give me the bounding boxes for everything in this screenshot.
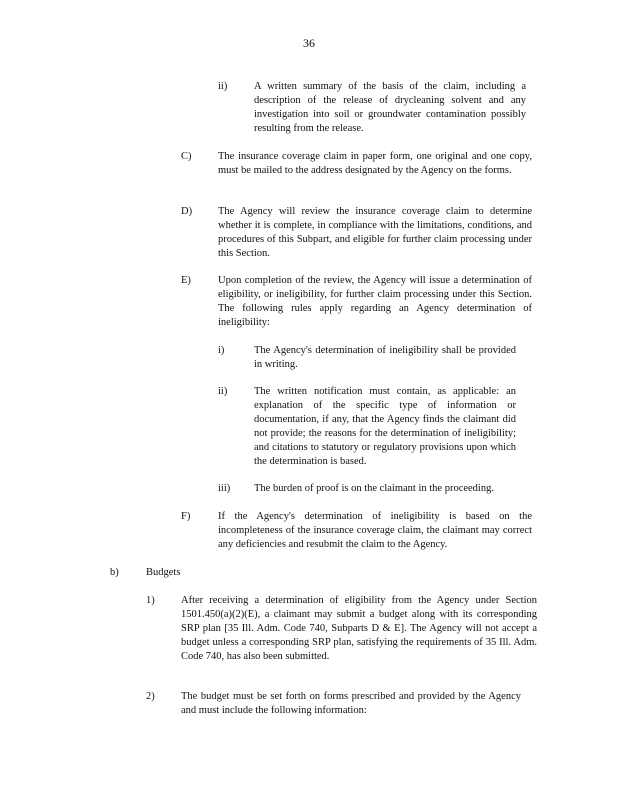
item-label-f: F) — [181, 511, 191, 522]
budget-item-text-2: The budget must be set forth on forms prescribed and provided by the Agency and must include the following information: — [181, 691, 521, 716]
item-label-c: C) — [181, 151, 192, 162]
page-number: 36 — [303, 36, 315, 50]
subitem-label-iii: iii) — [218, 483, 231, 494]
item-text-d: The Agency will review the insurance coverage claim to determine whether it is complete, in compliance with the limitations, conditions, and procedures of this Subpart, and eligible for further claim processing under this Section. — [218, 206, 532, 259]
subitem-label-i: i) — [218, 345, 225, 356]
budget-item-text-1: After receiving a determination of eligibility from the Agency under Section 1501.450(a)(2)(E), a claimant may submit a budget along with its corresponding SRP plan [35 Ill. Adm. Code 740, Subparts D & E]. The Agency will not accept a budget unless a corresponding SRP plan, satisfying the requirements of 35 Ill. Adm. Code 740, has also been submitted. — [181, 595, 537, 662]
item-text-e: Upon completion of the review, the Agency will issue a determination of eligibility, or ineligibility, for further claim processing under this Section. The following rules apply regarding an Agency determination of ineligibility: — [218, 275, 532, 328]
subitem-text-ii: The written notification must contain, as applicable: an explanation of the specific type of information or documentation, if any, that the Agency finds the claimant did not provide; the reasons for the determination of ineligibility; and citations to statutory or regulatory provisions upon which the determination is based. — [254, 386, 516, 467]
budget-item-label-1: 1) — [146, 595, 155, 606]
item-text-f: If the Agency's determination of ineligibility is based on the incompleteness of the insurance coverage claim, the claimant may correct any deficiencies and resubmit the claim to the Agency. — [218, 511, 532, 550]
subitem-text-iii: The burden of proof is on the claimant in the proceeding. — [254, 483, 494, 494]
section-heading-budgets: Budgets — [146, 567, 181, 578]
section-label-b: b) — [110, 567, 119, 578]
item-label-e: E) — [181, 275, 191, 286]
item-label-d: D) — [181, 206, 193, 217]
item-text-ii-summary: A written summary of the basis of the claim, including a description of the release of drycleaning solvent and any investigation into soil or groundwater contamination possibly resulting from the release. — [254, 81, 526, 134]
item-text-c: The insurance coverage claim in paper form, one original and one copy, must be mailed to the address designated by the Agency on the forms. — [218, 151, 532, 176]
budget-item-label-2: 2) — [146, 691, 155, 702]
item-label-ii-summary: ii) — [218, 81, 228, 92]
subitem-label-ii: ii) — [218, 386, 228, 397]
subitem-text-i: The Agency's determination of ineligibility shall be provided in writing. — [254, 345, 516, 370]
